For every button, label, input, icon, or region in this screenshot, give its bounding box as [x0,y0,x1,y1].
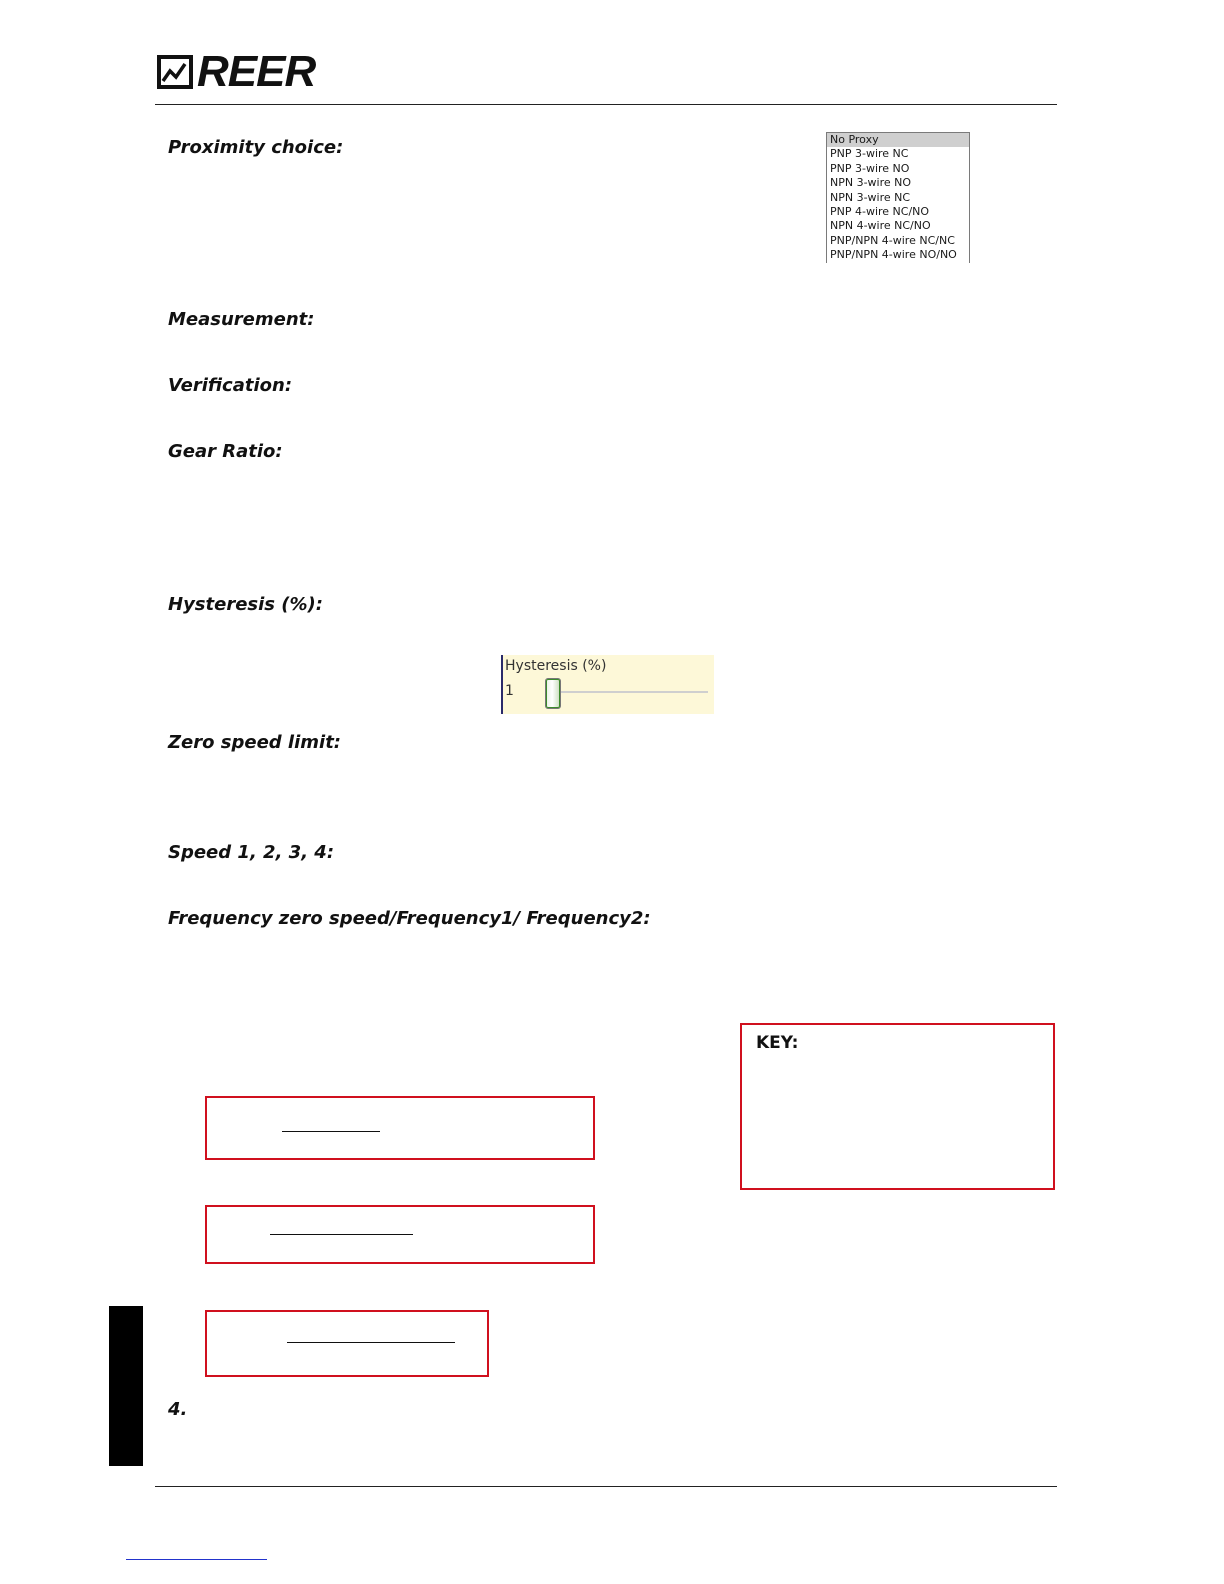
heading-proximity-choice: Proximity choice: [168,137,344,158]
note-box-2-underline [270,1234,413,1235]
footer-rule [155,1486,1057,1487]
section-number: 4. [168,1399,188,1420]
header-rule [155,104,1057,105]
logo-mark-icon [157,55,193,89]
footer-link-underline[interactable] [126,1559,267,1560]
heading-hysteresis: Hysteresis (%): [168,594,323,615]
reer-logo [157,47,316,96]
key-box [740,1023,1055,1190]
note-box-3 [205,1310,489,1377]
hysteresis-slider-panel [501,655,714,714]
proximity-option[interactable]: PNP 4-wire NC/NO [830,204,930,218]
heading-zero-speed-limit: Zero speed limit: [168,732,342,753]
note-box-2 [205,1205,595,1264]
logo-wordmark: REER [197,47,316,96]
heading-measurement: Measurement: [168,309,315,330]
proximity-listbox[interactable] [826,132,970,263]
proximity-option[interactable]: NPN 3-wire NO [830,176,912,190]
hysteresis-slider-label: Hysteresis (%) [505,658,607,674]
proximity-option[interactable]: No Proxy [827,133,969,147]
proximity-option[interactable]: PNP 3-wire NC [830,147,909,161]
proximity-option[interactable]: NPN 4-wire NC/NO [830,219,931,233]
heading-verification: Verification: [168,375,293,396]
note-box-1 [205,1096,595,1160]
heading-frequency: Frequency zero speed/Frequency1/ Frequency2: [168,908,651,929]
proximity-option[interactable]: PNP 3-wire NO [830,161,910,175]
heading-gear-ratio: Gear Ratio: [168,441,283,462]
heading-speed: Speed 1, 2, 3, 4: [168,842,335,863]
side-tab-marker [109,1306,143,1466]
hysteresis-slider-value: 1 [505,683,514,699]
hysteresis-slider-track[interactable] [553,691,708,693]
proximity-option[interactable]: PNP/NPN 4-wire NC/NC [830,233,955,247]
proximity-option[interactable]: NPN 3-wire NC [830,190,911,204]
key-label: KEY: [756,1033,799,1053]
note-box-1-underline [282,1131,380,1132]
note-box-3-underline [287,1342,455,1343]
hysteresis-slider-thumb[interactable] [545,678,561,709]
proximity-option[interactable]: PNP/NPN 4-wire NO/NO [830,248,957,262]
